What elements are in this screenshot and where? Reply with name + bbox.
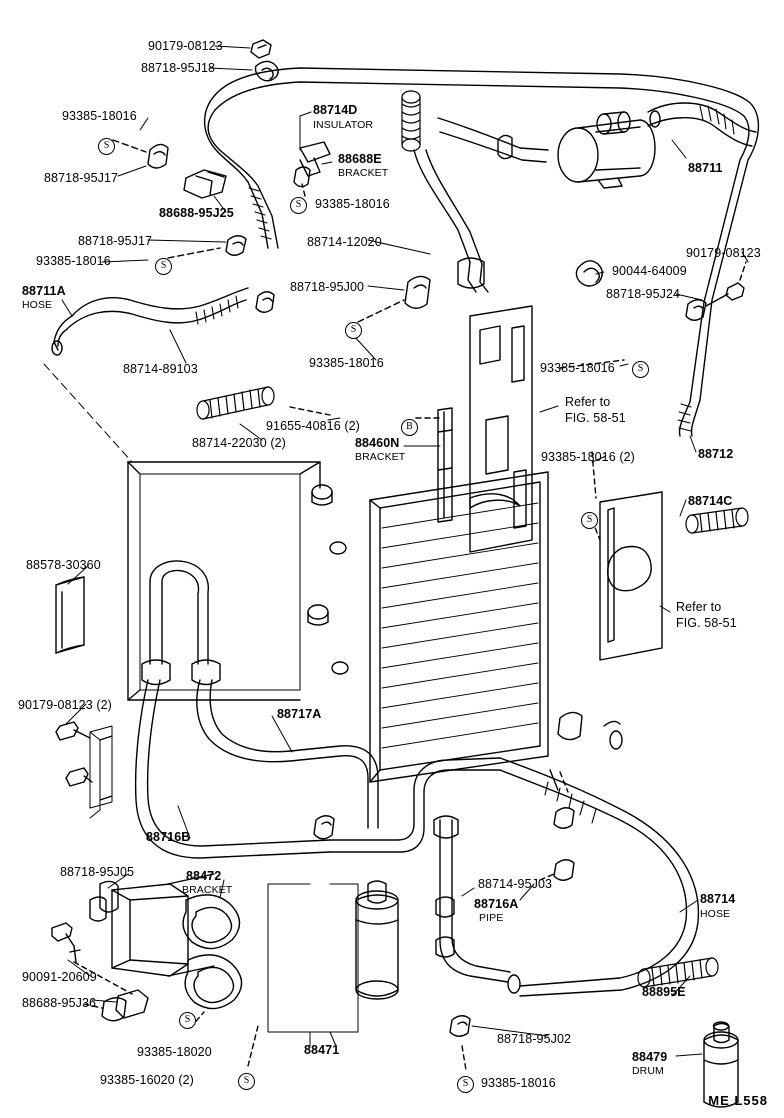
label-88716A: 88716A (474, 897, 519, 911)
bubble-s-7: S (179, 1012, 196, 1029)
label-bracket-88472: BRACKET (182, 884, 233, 896)
label-90091-20609: 90091-20609 (22, 970, 97, 984)
label-88460N: 88460N (355, 436, 400, 450)
label-fig-58-51-1: FIG. 58-51 (565, 411, 626, 425)
bubble-s-2: S (290, 197, 307, 214)
label-88688E: 88688E (338, 152, 382, 166)
label-fig-58-51-2: FIG. 58-51 (676, 616, 737, 630)
label-88718-95J18: 88718-95J18 (141, 61, 216, 75)
label-88716B: 88716B (146, 830, 191, 844)
label-88718-95J02: 88718-95J02 (497, 1032, 572, 1046)
label-88714: 88714 (700, 892, 736, 906)
label-90044-64009: 90044-64009 (612, 264, 687, 278)
label-hose-88711A: HOSE (22, 299, 53, 311)
label-93385-18016-a: 93385-18016 (62, 109, 137, 123)
bubble-s-5: S (632, 361, 649, 378)
label-88718-95J17-a: 88718-95J17 (44, 171, 119, 185)
label-93385-18016-e: 93385-18016 (540, 361, 615, 375)
label-drum-88479: DRUM (632, 1065, 664, 1077)
label-93385-18016-d: 93385-18016 (309, 356, 384, 370)
label-bracket-88460N: BRACKET (355, 451, 406, 463)
label-88718-95J24: 88718-95J24 (606, 287, 681, 301)
label-88714C: 88714C (688, 494, 733, 508)
bubble-s-4: S (345, 322, 362, 339)
label-88688-95J36: 88688-95J36 (22, 996, 97, 1010)
bubble-b-1: B (401, 419, 418, 436)
label-88895E: 88895E (642, 985, 686, 999)
label-93385-18016-f: 93385-18016 (2) (541, 450, 635, 464)
label-88718-95J17-b: 88718-95J17 (78, 234, 153, 248)
label-88714-89103: 88714-89103 (123, 362, 198, 376)
label-88479: 88479 (632, 1050, 668, 1064)
label-pipe-88716A: PIPE (479, 912, 504, 924)
label-insulator: INSULATOR (313, 119, 374, 131)
label-88471: 88471 (304, 1043, 340, 1057)
label-93385-18016-c: 93385-18016 (36, 254, 111, 268)
label-93385-16020: 93385-16020 (2) (100, 1073, 194, 1087)
label-88472: 88472 (186, 869, 222, 883)
label-88711: 88711 (688, 161, 723, 175)
label-88714-22030: 88714-22030 (2) (192, 436, 286, 450)
bubble-s-6: S (581, 512, 598, 529)
label-93385-18016-b: 93385-18016 (315, 197, 390, 211)
label-88712: 88712 (698, 447, 734, 461)
label-refer-to-1: Refer to (565, 395, 611, 409)
bubble-s-1: S (98, 138, 115, 155)
label-88714-95J03: 88714-95J03 (478, 877, 553, 891)
label-88714D: 88714D (313, 103, 358, 117)
label-90179-08123-pair: 90179-08123 (2) (18, 698, 112, 712)
label-88688-95J25: 88688-95J25 (159, 206, 234, 220)
label-hose-88714: HOSE (700, 908, 731, 920)
label-90179-08123-top: 90179-08123 (148, 39, 223, 53)
diagram-footer-code: ME L558 (708, 1093, 768, 1108)
label-88578-30360: 88578-30360 (26, 558, 101, 572)
bubble-s-9: S (457, 1076, 474, 1093)
bubble-s-3: S (155, 258, 172, 275)
label-90179-08123-right: 90179-08123 (686, 246, 761, 260)
label-88718-95J00: 88718-95J00 (290, 280, 365, 294)
label-bracket-88688E: BRACKET (338, 167, 389, 179)
bubble-s-8: S (238, 1073, 255, 1090)
label-91655-40816: 91655-40816 (2) (266, 419, 360, 433)
label-93385-18016-g: 93385-18016 (481, 1076, 556, 1090)
label-88717A: 88717A (277, 707, 322, 721)
label-88714-12020: 88714-12020 (307, 235, 382, 249)
label-88711A: 88711A (22, 284, 66, 298)
label-refer-to-2: Refer to (676, 600, 722, 614)
label-93385-18020: 93385-18020 (137, 1045, 212, 1059)
label-88718-95J05: 88718-95J05 (60, 865, 135, 879)
